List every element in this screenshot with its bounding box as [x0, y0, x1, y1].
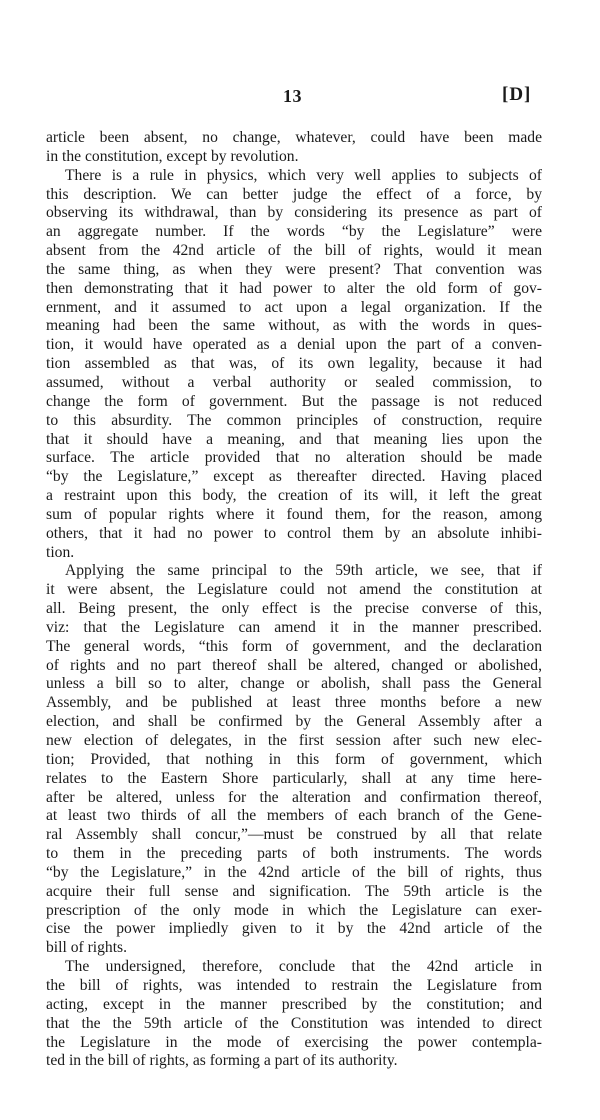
text-line: after be altered, unless for the alteration and confirmation thereof,	[46, 788, 542, 806]
text-line: viz: that the Legislature can amend it in the manner prescribed.	[46, 618, 542, 636]
text-line: prescription of the only mode in which the Legislature can exer-	[46, 901, 542, 919]
text-line: it were absent, the Legislature could not amend the constitution at	[46, 581, 542, 599]
text-line: There is a rule in physics, which very well applies to subjects of	[65, 166, 542, 184]
paragraph	[46, 958, 542, 1071]
text-line: surface. The article provided that no alteration should be made	[46, 449, 542, 467]
text-line: article been absent, no change, whatever, could have been made	[46, 129, 542, 146]
text-line: others, that it had no power to control them by an absolute inhibi-	[46, 524, 542, 542]
text-line: the bill of rights, was intended to restrain the Legislature from	[46, 976, 542, 994]
text-line: ral Assembly shall concur,”—must be construed by all that relate	[46, 826, 542, 844]
text-line: bill of rights.	[46, 939, 127, 957]
signature-mark: [D]	[502, 84, 532, 105]
text-line: unless a bill so to alter, change or abolish, shall pass the General	[46, 675, 542, 693]
text-line: meaning had been the same without, as with the words in ques-	[46, 317, 542, 335]
text-line: observing its withdrawal, than by considering its presence as part of	[46, 204, 542, 222]
text-line: an aggregate number. If the words “by the Legislature” were	[46, 223, 542, 241]
text-line: Applying the same principal to the 59th article, we see, that if	[65, 562, 542, 580]
text-line: the same thing, as when they were present? That convention was	[46, 260, 542, 278]
text-line: that the the 59th article of the Constitution was intended to direct	[46, 1014, 542, 1032]
text-line: tion, it would have operated as a denial upon the part of a conven-	[46, 336, 542, 354]
paragraph	[46, 167, 542, 563]
text-line: to them in the preceding parts of both instruments. The words	[46, 845, 542, 863]
text-line: ernment, and it assumed to act upon a legal organization. If the	[46, 298, 542, 316]
text-line: “by the Legislature,” in the 42nd article of the bill of rights, thus	[46, 863, 542, 881]
text-line: The undersigned, therefore, conclude that the 42nd article in	[65, 958, 542, 976]
text-line: of rights and no part thereof shall be altered, changed or abolished,	[46, 656, 542, 674]
text-line: this description. We can better judge the effect of a force, by	[46, 185, 542, 203]
text-line: The general words, “this form of government, and the declaration	[46, 637, 542, 655]
body-text	[46, 129, 542, 1071]
text-line: election, and shall be confirmed by the General Assembly after a	[46, 713, 542, 731]
text-line: tion assembled as that was, of its own legality, because it had	[46, 355, 542, 373]
paragraph	[46, 129, 542, 167]
text-line: that it should have a meaning, and that meaning lies upon the	[46, 430, 542, 448]
text-line: at least two thirds of all the members of each branch of the Gene-	[46, 807, 542, 825]
text-line: Assembly, and be published at least three months before a new	[46, 694, 542, 712]
text-line: the Legislature in the mode of exercising the power contempla-	[46, 1033, 542, 1051]
text-line: “by the Legislature,” except as thereafter directed. Having placed	[46, 468, 542, 486]
text-line: assumed, without a verbal authority or sealed commission, to	[46, 373, 542, 391]
text-line: in the constitution, except by revolution.	[46, 147, 299, 165]
text-line: sum of popular rights where it found them, for the reason, among	[46, 505, 542, 523]
page-number: 13	[283, 86, 302, 106]
text-line: acquire their full sense and signification. The 59th article is the	[46, 882, 542, 900]
text-line: absent from the 42nd article of the bill of rights, would it mean	[46, 242, 542, 260]
text-line: change the form of government. But the passage is not reduced	[46, 392, 542, 410]
text-line: tion; Provided, that nothing in this form of government, which	[46, 750, 542, 768]
paragraph	[46, 562, 542, 958]
text-line: a restraint upon this body, the creation of its will, it left the great	[46, 487, 542, 505]
text-line: then demonstrating that it had power to alter the old form of gov-	[46, 279, 542, 297]
text-line: relates to the Eastern Shore particularly, shall at any time here-	[46, 769, 542, 787]
text-line: acting, except in the manner prescribed by the constitution; and	[46, 995, 542, 1013]
text-line: to this absurdity. The common principles of construction, require	[46, 411, 542, 429]
text-line: ted in the bill of rights, as forming a part of its authority.	[46, 1052, 398, 1070]
page-header	[0, 86, 600, 110]
text-line: all. Being present, the only effect is the precise converse of this,	[46, 600, 542, 618]
text-line: tion.	[46, 543, 75, 561]
text-line: cise the power impliedly given to it by the 42nd article of the	[46, 920, 542, 938]
text-line: new election of delegates, in the first session after such new elec-	[46, 732, 542, 749]
